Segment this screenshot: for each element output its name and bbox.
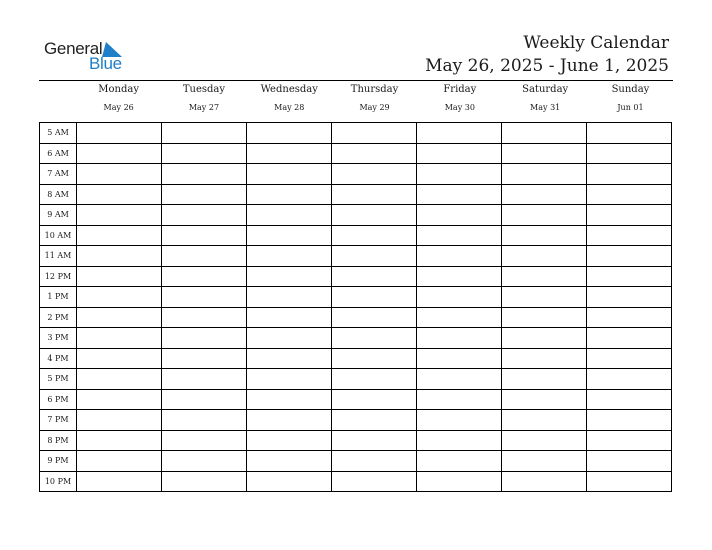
time-slot-cell[interactable] <box>162 430 247 451</box>
time-slot-cell[interactable] <box>77 205 162 226</box>
time-slot-cell[interactable] <box>162 143 247 164</box>
time-slot-cell[interactable] <box>332 328 417 349</box>
time-slot-cell[interactable] <box>162 225 247 246</box>
time-slot-cell[interactable] <box>162 389 247 410</box>
hour-row <box>40 123 672 144</box>
time-slot-cell[interactable] <box>332 246 417 267</box>
time-slot-cell[interactable] <box>247 389 332 410</box>
time-slot-cell[interactable] <box>247 246 332 267</box>
time-slot-cell[interactable] <box>587 410 672 431</box>
time-slot-cell[interactable] <box>502 410 587 431</box>
time-slot-cell[interactable] <box>77 164 162 185</box>
time-slot-cell[interactable] <box>332 205 417 226</box>
time-slot-cell[interactable] <box>502 287 587 308</box>
day-date: May 29 <box>359 103 390 112</box>
day-header <box>503 84 588 113</box>
time-slot-cell[interactable] <box>587 184 672 205</box>
hour-label: 9 PM <box>40 451 77 472</box>
hour-row <box>40 184 672 205</box>
hour-label: 10 PM <box>40 471 77 492</box>
time-slot-cell[interactable] <box>502 225 587 246</box>
time-slot-cell[interactable] <box>587 246 672 267</box>
calendar-date-range: May 26, 2025 - June 1, 2025 <box>425 56 669 76</box>
hour-row <box>40 389 672 410</box>
hour-label: 6 AM <box>40 143 77 164</box>
day-date: May 28 <box>274 103 305 112</box>
time-slot-cell[interactable] <box>162 307 247 328</box>
hour-row <box>40 266 672 287</box>
time-slot-cell[interactable] <box>417 246 502 267</box>
time-slot-cell[interactable] <box>77 266 162 287</box>
time-slot-cell[interactable] <box>332 430 417 451</box>
time-slot-cell[interactable] <box>417 451 502 472</box>
time-slot-cell[interactable] <box>77 451 162 472</box>
hour-row <box>40 451 672 472</box>
time-slot-cell[interactable] <box>247 123 332 144</box>
time-slot-cell[interactable] <box>417 123 502 144</box>
time-slot-cell[interactable] <box>247 164 332 185</box>
hour-label: 7 AM <box>40 164 77 185</box>
hour-label: 1 PM <box>40 287 77 308</box>
time-slot-cell[interactable] <box>332 225 417 246</box>
time-slot-cell[interactable] <box>332 410 417 431</box>
hour-label: 2 PM <box>40 307 77 328</box>
hour-row <box>40 205 672 226</box>
time-slot-cell[interactable] <box>77 328 162 349</box>
hour-label: 10 AM <box>40 225 77 246</box>
time-slot-cell[interactable] <box>587 287 672 308</box>
hour-label: 4 PM <box>40 348 77 369</box>
time-slot-cell[interactable] <box>502 246 587 267</box>
time-slot-cell[interactable] <box>587 328 672 349</box>
day-header <box>161 84 246 113</box>
brand-logo <box>44 38 134 74</box>
time-slot-cell[interactable] <box>162 369 247 390</box>
time-slot-cell[interactable] <box>587 143 672 164</box>
time-slot-cell[interactable] <box>417 225 502 246</box>
time-slot-cell[interactable] <box>247 143 332 164</box>
hour-row <box>40 369 672 390</box>
hour-row <box>40 164 672 185</box>
day-name: Tuesday <box>182 84 226 95</box>
time-slot-cell[interactable] <box>162 164 247 185</box>
time-slot-cell[interactable] <box>247 471 332 492</box>
time-slot-cell[interactable] <box>502 164 587 185</box>
time-slot-cell[interactable] <box>247 184 332 205</box>
time-slot-cell[interactable] <box>162 123 247 144</box>
time-slot-cell[interactable] <box>502 451 587 472</box>
hour-row <box>40 246 672 267</box>
time-slot-cell[interactable] <box>77 184 162 205</box>
hour-label: 9 AM <box>40 205 77 226</box>
time-slot-cell[interactable] <box>332 266 417 287</box>
time-slot-cell[interactable] <box>502 389 587 410</box>
hour-label: 8 PM <box>40 430 77 451</box>
time-slot-cell[interactable] <box>247 287 332 308</box>
time-slot-cell[interactable] <box>332 451 417 472</box>
time-slot-cell[interactable] <box>77 123 162 144</box>
time-slot-cell[interactable] <box>77 287 162 308</box>
time-slot-cell[interactable] <box>417 430 502 451</box>
time-slot-cell[interactable] <box>77 410 162 431</box>
time-slot-cell[interactable] <box>417 287 502 308</box>
time-slot-cell[interactable] <box>417 143 502 164</box>
time-slot-cell[interactable] <box>77 143 162 164</box>
time-slot-cell[interactable] <box>77 430 162 451</box>
day-date: May 27 <box>188 103 220 112</box>
hour-label: 7 PM <box>40 410 77 431</box>
time-slot-cell[interactable] <box>417 266 502 287</box>
calendar-heading <box>425 32 669 78</box>
day-date: May 30 <box>444 103 475 112</box>
day-header <box>247 84 332 113</box>
time-slot-cell[interactable] <box>502 184 587 205</box>
day-name: Thursday <box>350 84 399 95</box>
time-slot-cell[interactable] <box>502 471 587 492</box>
time-slot-cell[interactable] <box>332 123 417 144</box>
time-slot-cell[interactable] <box>502 369 587 390</box>
hour-label: 11 AM <box>40 246 77 267</box>
time-slot-cell[interactable] <box>417 471 502 492</box>
time-slot-cell[interactable] <box>502 123 587 144</box>
time-slot-cell[interactable] <box>332 307 417 328</box>
time-slot-cell[interactable] <box>417 369 502 390</box>
time-slot-cell[interactable] <box>502 430 587 451</box>
day-name: Monday <box>98 84 139 95</box>
time-slot-cell[interactable] <box>587 369 672 390</box>
hour-row <box>40 307 672 328</box>
hour-row <box>40 348 672 369</box>
day-header <box>332 84 417 113</box>
time-slot-cell[interactable] <box>502 328 587 349</box>
time-slot-cell[interactable] <box>247 205 332 226</box>
time-slot-cell[interactable] <box>587 205 672 226</box>
time-slot-cell[interactable] <box>162 328 247 349</box>
time-slot-cell[interactable] <box>587 225 672 246</box>
time-slot-cell[interactable] <box>417 307 502 328</box>
day-date: May 26 <box>103 103 134 112</box>
schedule-grid <box>39 122 672 492</box>
time-slot-cell[interactable] <box>587 430 672 451</box>
time-slot-cell[interactable] <box>332 471 417 492</box>
time-slot-cell[interactable] <box>77 348 162 369</box>
time-slot-cell[interactable] <box>417 348 502 369</box>
time-slot-cell[interactable] <box>502 143 587 164</box>
hour-row <box>40 410 672 431</box>
time-slot-cell[interactable] <box>417 164 502 185</box>
time-slot-cell[interactable] <box>332 389 417 410</box>
time-slot-cell[interactable] <box>247 369 332 390</box>
time-slot-cell[interactable] <box>162 205 247 226</box>
time-slot-cell[interactable] <box>247 225 332 246</box>
time-slot-cell[interactable] <box>502 348 587 369</box>
time-slot-cell[interactable] <box>77 246 162 267</box>
day-name: Saturday <box>522 84 569 95</box>
hour-label: 3 PM <box>40 328 77 349</box>
time-slot-cell[interactable] <box>332 184 417 205</box>
time-slot-cell[interactable] <box>587 266 672 287</box>
time-slot-cell[interactable] <box>417 328 502 349</box>
time-slot-cell[interactable] <box>162 471 247 492</box>
time-slot-cell[interactable] <box>587 123 672 144</box>
hour-label: 12 PM <box>40 266 77 287</box>
time-slot-cell[interactable] <box>162 348 247 369</box>
time-slot-cell[interactable] <box>417 205 502 226</box>
time-slot-cell[interactable] <box>587 451 672 472</box>
time-slot-cell[interactable] <box>332 164 417 185</box>
time-slot-cell[interactable] <box>417 410 502 431</box>
day-header <box>417 84 502 113</box>
time-slot-cell[interactable] <box>332 287 417 308</box>
day-header <box>76 84 161 113</box>
time-slot-cell[interactable] <box>162 184 247 205</box>
day-name: Sunday <box>611 84 650 95</box>
time-slot-cell[interactable] <box>587 471 672 492</box>
time-slot-cell[interactable] <box>247 307 332 328</box>
hour-row <box>40 225 672 246</box>
time-slot-cell[interactable] <box>502 266 587 287</box>
day-date: May 31 <box>530 103 561 112</box>
hour-row <box>40 287 672 308</box>
hour-label: 5 AM <box>40 123 77 144</box>
hour-row <box>40 471 672 492</box>
calendar-title: Weekly Calendar <box>523 33 669 53</box>
day-name: Wednesday <box>260 84 318 95</box>
time-slot-cell[interactable] <box>247 410 332 431</box>
time-slot-cell[interactable] <box>77 369 162 390</box>
time-slot-cell[interactable] <box>162 287 247 308</box>
time-slot-cell[interactable] <box>162 410 247 431</box>
time-slot-cell[interactable] <box>77 225 162 246</box>
time-slot-cell[interactable] <box>247 451 332 472</box>
time-slot-cell[interactable] <box>162 266 247 287</box>
time-slot-cell[interactable] <box>77 307 162 328</box>
time-slot-cell[interactable] <box>587 164 672 185</box>
time-slot-cell[interactable] <box>247 430 332 451</box>
time-slot-cell[interactable] <box>247 266 332 287</box>
day-date: Jun 01 <box>617 103 644 112</box>
logo-word-blue: Blue <box>89 54 122 73</box>
day-name: Friday <box>443 84 477 95</box>
hour-label: 5 PM <box>40 369 77 390</box>
time-slot-cell[interactable] <box>77 471 162 492</box>
time-slot-cell[interactable] <box>502 205 587 226</box>
hour-row <box>40 328 672 349</box>
hour-label: 8 AM <box>40 184 77 205</box>
time-slot-cell[interactable] <box>417 389 502 410</box>
time-slot-cell[interactable] <box>332 143 417 164</box>
time-slot-cell[interactable] <box>417 184 502 205</box>
time-slot-cell[interactable] <box>332 348 417 369</box>
hour-label: 6 PM <box>40 389 77 410</box>
time-slot-cell[interactable] <box>587 389 672 410</box>
header-divider <box>39 80 673 81</box>
day-header <box>588 84 673 113</box>
time-slot-cell[interactable] <box>247 328 332 349</box>
time-slot-cell[interactable] <box>587 307 672 328</box>
time-slot-cell[interactable] <box>162 451 247 472</box>
time-slot-cell[interactable] <box>332 369 417 390</box>
logo-word-general: General <box>44 39 103 58</box>
time-slot-cell[interactable] <box>502 307 587 328</box>
time-slot-cell[interactable] <box>587 348 672 369</box>
hour-row <box>40 430 672 451</box>
time-slot-cell[interactable] <box>247 348 332 369</box>
time-slot-cell[interactable] <box>77 389 162 410</box>
hour-row <box>40 143 672 164</box>
time-slot-cell[interactable] <box>162 246 247 267</box>
